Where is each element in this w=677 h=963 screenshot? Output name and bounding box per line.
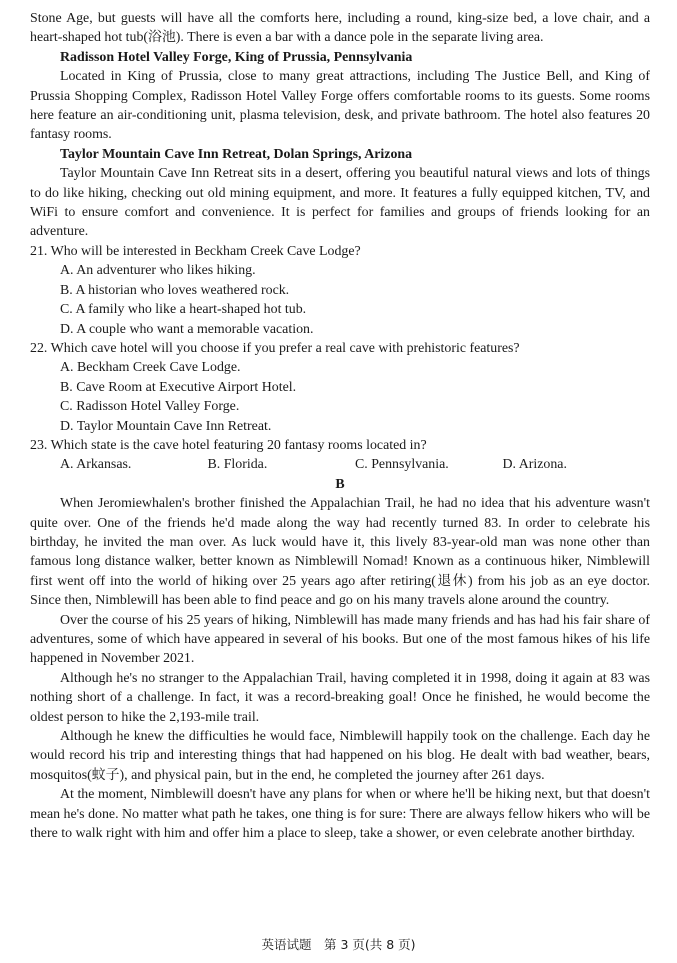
question-22-option-c: C. Radisson Hotel Valley Forge. bbox=[60, 399, 240, 415]
passage-b-paragraph-3: Although he's no stranger to the Appalachian Trail, having completed it in 1998, doing it again at 83 was nothing short of a challenge. In fact, it was a record-breaking goal! Once he finished, he would become the oldest person to hike the 2,193-mile trail. bbox=[30, 670, 650, 725]
question-22-option-a: A. Beckham Creek Cave Lodge. bbox=[60, 360, 241, 376]
page-footer: 英语试题 第 3 页(共 8 页) bbox=[261, 937, 416, 952]
question-21-option-d: D. A couple who want a memorable vacation. bbox=[60, 321, 314, 337]
hotel-4-title: Taylor Mountain Cave Inn Retreat, Dolan Springs, Arizona bbox=[60, 146, 413, 162]
question-23-option-c: C. Pennsylvania. bbox=[355, 457, 449, 473]
question-22-option-b: B. Cave Room at Executive Airport Hotel. bbox=[60, 379, 297, 395]
hotel-4-description: Taylor Mountain Cave Inn Retreat sits in a desert, offering you beautiful natural views and lots of things to do like hiking, checking out old mining equipment, and more. It features a fully equipped kitchen, TV, and WiFi to ensure comfort and convenience. It is perfect for families and groups of friends looking for an adventure. bbox=[30, 166, 650, 240]
question-22-option-d: D. Taylor Mountain Cave Inn Retreat. bbox=[60, 418, 272, 434]
question-23-option-a: A. Arkansas. bbox=[60, 457, 132, 473]
question-22-stem: 22. Which cave hotel will you choose if you prefer a real cave with prehistoric features? bbox=[30, 340, 520, 356]
passage-b-paragraph-1: When Jeromiewhalen's brother finished the Appalachian Trail, he had no idea that his adventure wasn't quite over. One of the friends he'd made along the way had recently turned 83. In order to celebrate his birthday, he invited the man over. As luck would have it, this lively 83-year-old man was none other than famous long distance walker, better known as Nimblewill Nomad! Known as a continuous hiker, Nimblewill first went off into the world of hiking over 25 years ago after retiring(退休) from his job as an eye doctor. Since then, Nimblewill has been able to find peace and go on his many travels alone around the country. bbox=[30, 496, 650, 609]
question-21-option-b: B. A historian who loves weathered rock. bbox=[60, 282, 290, 298]
passage-b-paragraph-2: Over the course of his 25 years of hiking, Nimblewill has made many friends and has had his fair share of adventures, some of which have appeared in several of his books. But one of the most famous hikes of his life happened in November 2021. bbox=[30, 612, 650, 667]
question-21-option-a: A. An adventurer who likes hiking. bbox=[60, 263, 256, 279]
hotel-3-description: Located in King of Prussia, close to many great attractions, including The Justice Bell, and King of Prussia Shopping Complex, Radisson Hotel Valley Forge offers comfortable rooms to its guests. Some rooms here feature an air-conditioning unit, plasma television, desk, and private bathroom. The hotel also features 20 fantasy rooms. bbox=[30, 69, 650, 143]
passage-b-paragraph-4: Although he knew the difficulties he would face, Nimblewill happily took on the challenge. Each day he would record his trip and interesting things that had happened on his blog. He dealt with bad weather, bears, mosquitos(蚊子), and physical pain, but in the end, he completed the journey after 261 days. bbox=[30, 729, 650, 783]
section-b-heading: B bbox=[335, 476, 345, 492]
hotel-3-title: Radisson Hotel Valley Forge, King of Prussia, Pennsylvania bbox=[60, 49, 413, 65]
question-23-stem: 23. Which state is the cave hotel featuring 20 fantasy rooms located in? bbox=[30, 437, 427, 453]
question-21-option-c: C. A family who like a heart-shaped hot tub. bbox=[60, 302, 307, 318]
question-23-options bbox=[30, 455, 650, 474]
passage-b-paragraph-5: At the moment, Nimblewill doesn't have any plans for when or where he'll be hiking next, but that doesn't mean he's done. No matter what path he takes, one thing is for sure: There are always fellow hikers who will be there to walk right with him and offer him a place to sleep, take a shower, or even celebrate another birthday. bbox=[30, 787, 650, 842]
question-23-option-d: D. Arizona. bbox=[502, 457, 567, 473]
passage-a-continuation: Stone Age, but guests will have all the comforts here, including a round, king-size bed, a love chair, and a heart-shaped hot tub(浴池). There is even a bar with a dance pole in the separate living area. bbox=[30, 11, 650, 46]
question-23-option-b: B. Florida. bbox=[207, 457, 268, 473]
question-21-stem: 21. Who will be interested in Beckham Creek Cave Lodge? bbox=[30, 243, 361, 259]
exam-page bbox=[30, 9, 650, 843]
